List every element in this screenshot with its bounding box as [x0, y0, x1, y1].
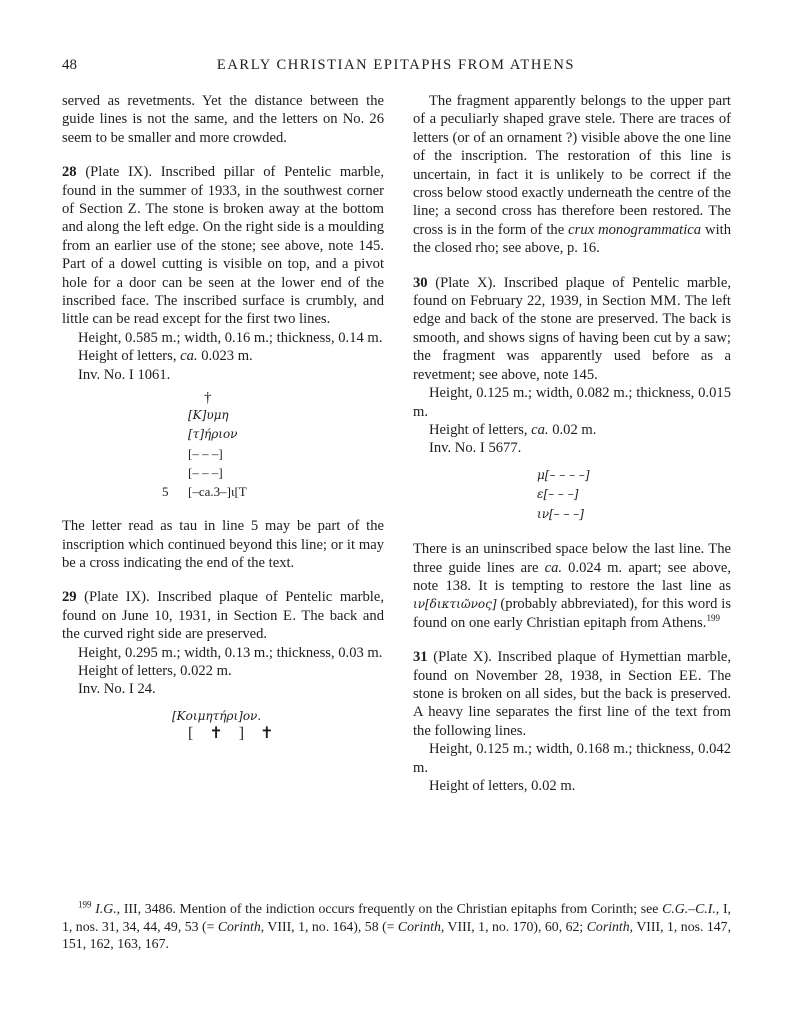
inscription-line: 5 [–ca.3–]ι[T: [162, 484, 247, 500]
entry-30-inscription: [413, 466, 731, 525]
entry-29-inscription: [62, 707, 384, 743]
entry-30-description: [413, 274, 731, 384]
inscription-line: [τ]ήριον: [188, 427, 238, 442]
entry-number: 31: [413, 649, 428, 666]
entry-30-comment: There is an uninscribed space below the last line. The three guide lines are ca. 0.024 m. apart; see above, note 138. It is tempting to restore the last line as ιν[δικτιῶνος] (probably abbreviated), for this word is found on one early Christian epitaph from Athens.$^{199}$: [413, 541, 731, 631]
entry-number: 28: [62, 164, 77, 181]
entry-28-dimensions: Height, 0.585 m.; width, 0.16 m.; thickness, 0.14 m.: [78, 329, 383, 346]
entry-30-letter-height: Height of letters, ca. 0.02 m.: [429, 421, 597, 438]
inscription-line: ε[– – –]: [537, 487, 579, 502]
entry-29-letter-height: Height of letters, 0.022 m.: [78, 662, 232, 679]
left-column: [62, 92, 384, 743]
inscription-line: [– – –]: [188, 465, 223, 481]
entry-text: (Plate IX). Inscribed pillar of Pentelic marble, found in the summer of 1933, in the southwest corner of Section: [62, 164, 384, 218]
cross-line: [ ✝ ] ✝: [188, 724, 280, 742]
entry-31-dimensions: Height, 0.125 m.; width, 0.168 m.; thickness, 0.042 m.: [413, 741, 731, 776]
entry-text: . The left edge and back of the stone are preserved. The back is smooth, and shows signs of having been cut by a saw; the fragment was apparently used before as a revetment; see above, note 145.: [413, 293, 731, 383]
entry-number: 29: [62, 589, 77, 606]
entry-31-letter-height: Height of letters, 0.02 m.: [429, 778, 576, 795]
inscription-line: [– – –]: [188, 446, 223, 462]
running-title: EARLY CHRISTIAN EPITAPHS FROM ATHENS: [216, 57, 576, 73]
entry-28-description: [62, 163, 384, 329]
section-label: Z: [127, 201, 138, 218]
entry-29-description: [62, 588, 384, 643]
entry-29-inventory: Inv. No. I 24.: [78, 681, 156, 698]
section-label: EE: [679, 667, 698, 684]
page-number: 48: [62, 57, 77, 73]
section-label: E: [283, 607, 293, 624]
entry-text: (Plate IX). Inscribed plaque of Pentelic marble, found on June 10, 1931, in Section: [62, 589, 384, 624]
entry-29-commentary: The fragment apparently belongs to the upper part of a peculiarly shaped grave stele. There are traces of letters (or of an ornament ?) visible above the one line of the inscription. The restoration of this line is uncertain, in fact it is unlikely to be correct if the cross below stood exactly underneath the centre of the line; a second cross has therefore been restored. The cross is in the form of the crux monogrammatica with the closed rho; see above, p. 16.: [413, 93, 731, 257]
entry-text: . The stone is broken away at the bottom and along the left edge. On the right side is a moulding from an earlier use of the stone; see above, note 145. Part of a dowel cutting is visible on top, and a pivot hole for a door can be seen at the lower end of the inscribed face. The inscribed surface is crumbly, and little can be read except for the first two lines.: [62, 201, 384, 328]
entry-29-dimensions: Height, 0.295 m.; width, 0.13 m.; thickness, 0.03 m.: [78, 644, 383, 661]
entry-28-inventory: Inv. No. I 1061.: [78, 366, 171, 383]
entry-text: . The stone is broken on all sides, but the back is preserved. A heavy line separates the first line of the text from the following lines.: [413, 667, 731, 739]
inscription-line: [Κοιμητήρι]ον.: [172, 708, 262, 723]
line-number: 5: [162, 484, 169, 500]
section-label: MM: [650, 293, 678, 310]
entry-31-description: [413, 648, 731, 740]
entry-number: 30: [413, 274, 428, 291]
inscription-line: [Κ]υμη: [188, 408, 229, 423]
entry-28-letter-height: Height of letters, ca. 0.023 m.: [78, 348, 253, 365]
footnote-ref: 199: [706, 612, 720, 623]
entry-28-comment: The letter read as tau in line 5 may be part of the inscription which continued beyond this line; or it may be a cross indicating the end of the text.: [62, 518, 384, 571]
entry-30-inventory: Inv. No. I 5677.: [429, 440, 522, 457]
right-column: [413, 92, 731, 796]
intro-paragraph: served as revetments. Yet the distance between the guide lines is not the same, and the letters on No. 26 seem to be smaller and more crowded.: [62, 93, 384, 146]
inscription-line: ιν[– – –]: [537, 506, 584, 521]
footnote: $^{199}$ I.G., III, 3486. Mention of the indiction occurs frequently on the Christian epitaphs from Corinth; see C.G.–C.I., I, 1, nos. 31, 34, 44, 49, 53 (= Corinth, VIII, 1, no. 164), 58 (= Corinth, VIII, 1, no. 170), 60, 62; Corinth, VIII, 1, nos. 147, 151, 162, 163, 167.: [62, 899, 732, 952]
entry-text: . The back and the curved right side are preserved.: [62, 607, 384, 643]
entry-text: (Plate X). Inscribed plaque of Hymettian marble, found on November 28, 1938, in Section: [413, 649, 731, 684]
entry-text: (Plate X). Inscribed plaque of Pentelic marble, found on February 22, 1939, in Section: [413, 274, 731, 310]
inscription-line: μ[– – – –]: [537, 467, 590, 482]
footnote-marker: 199: [78, 899, 92, 910]
entry-30-dimensions: Height, 0.125 m.; width, 0.082 m.; thickness, 0.015 m.: [413, 385, 731, 420]
entry-28-inscription: [62, 390, 384, 501]
cross-symbol: †: [204, 390, 212, 407]
